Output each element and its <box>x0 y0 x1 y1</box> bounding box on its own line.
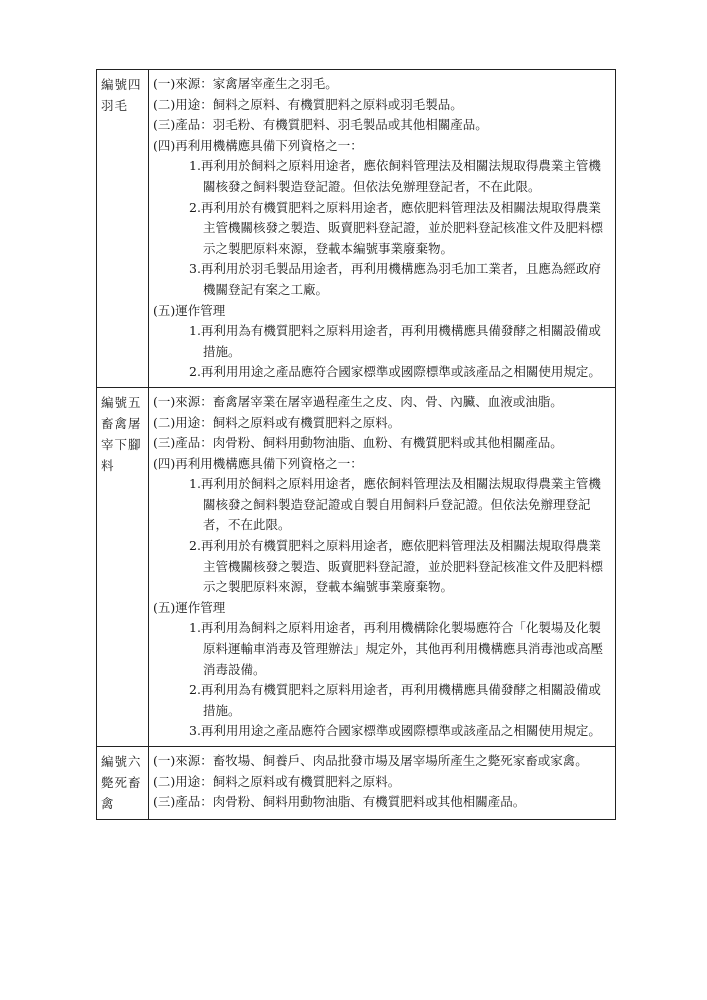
table-row-item-5 <box>97 387 616 746</box>
product-clause: (三)產品：肉骨粉、飼料用動物油脂、血粉、有機質肥料或其他相關產品。 <box>153 435 563 451</box>
operation-sub-3: 3.再利用用途之產品應符合國家標準或國際標準或該產品之相關使用規定。 <box>189 723 601 739</box>
usage-clause: (二)用途：飼料之原料、有機質肥料之原料或羽毛製品。 <box>153 96 463 112</box>
qualification-clause: (四)再利用機構應具備下列資格之一： <box>153 137 363 153</box>
qualification-sub-1: 1.再利用於飼料之原料用途者，應依飼料管理法及相關法規取得農業主管機關核發之飼料製造登記證。但依法免辦理登記者，不在此限。 <box>189 158 601 194</box>
table-row-item-6 <box>97 747 616 820</box>
qualification-sub-1: 1.再利用於飼料之原料用途者，應依飼料管理法及相關法規取得農業主管機關核發之飼料製造登記證或自製自用飼料戶登記證。但依法免辦理登記者，不在此限。 <box>189 476 601 533</box>
qualification-sub-3: 3.再利用於羽毛製品用途者，再利用機構應為羽毛加工業者，且應為經政府機關登記有案之工廠。 <box>189 261 601 297</box>
product-clause: (三)產品：肉骨粉、飼料用動物油脂、有機質肥料或其他相關產品。 <box>153 794 526 810</box>
row-content-feathers <box>149 70 616 388</box>
product-clause: (三)產品：羽毛粉、有機質肥料、羽毛製品或其他相關產品。 <box>153 117 488 133</box>
row-label-slaughter-waste: 編號五畜禽屠宰下腳料 <box>97 387 149 746</box>
row-label-dead-livestock: 編號六斃死畜禽 <box>97 747 149 820</box>
source-clause: (一)來源：家禽屠宰產生之羽毛。 <box>153 76 338 91</box>
operation-clause: (五)運作管理 <box>153 599 226 615</box>
operation-sub-1: 1.再利用為飼料之原料用途者，再利用機構除化製場應符合「化製場及化製原料運輸車消毒及管理辦法」規定外，其他再利用機構應具消毒池或高壓消毒設備。 <box>189 620 604 677</box>
qualification-clause: (四)再利用機構應具備下列資格之一： <box>153 455 363 471</box>
table-row-item-4 <box>97 70 616 388</box>
regulation-table <box>96 69 616 820</box>
source-clause: (一)來源：畜禽屠宰業在屠宰過程產生之皮、肉、骨、內臟、血液或油脂。 <box>153 393 563 409</box>
usage-clause: (二)用途：飼料之原料或有機質肥料之原料。 <box>153 773 401 789</box>
qualification-sub-2: 2.再利用於有機質肥料之原料用途者，應依肥料管理法及相關法規取得農業主管機關核發之製造、販賣肥料登記證，並於肥料登記核准文件及肥料標示之製肥原料來源，登載本編號事業廢棄物。 <box>189 538 604 595</box>
qualification-sub-2: 2.再利用於有機質肥料之原料用途者，應依肥料管理法及相關法規取得農業主管機關核發之製造、販賣肥料登記證，並於肥料登記核准文件及肥料標示之製肥原料來源，登載本編號事業廢棄物。 <box>189 199 604 256</box>
operation-clause: (五)運作管理 <box>153 302 226 318</box>
operation-sub-1: 1.再利用為有機質肥料之原料用途者，再利用機構應具備發酵之相關設備或措施。 <box>189 323 601 359</box>
operation-sub-2: 2.再利用用途之產品應符合國家標準或國際標準或該產品之相關使用規定。 <box>189 364 601 380</box>
row-content-slaughter-waste <box>149 387 616 746</box>
row-label-feathers: 編號四羽毛 <box>97 70 149 388</box>
row-content-dead-livestock <box>149 747 616 820</box>
source-clause: (一)來源：畜牧場、飼養戶、肉品批發市場及屠宰場所產生之斃死家畜或家禽。 <box>153 753 588 768</box>
operation-sub-2: 2.再利用為有機質肥料之原料用途者，再利用機構應具備發酵之相關設備或措施。 <box>189 682 601 718</box>
usage-clause: (二)用途：飼料之原料或有機質肥料之原料。 <box>153 414 401 430</box>
